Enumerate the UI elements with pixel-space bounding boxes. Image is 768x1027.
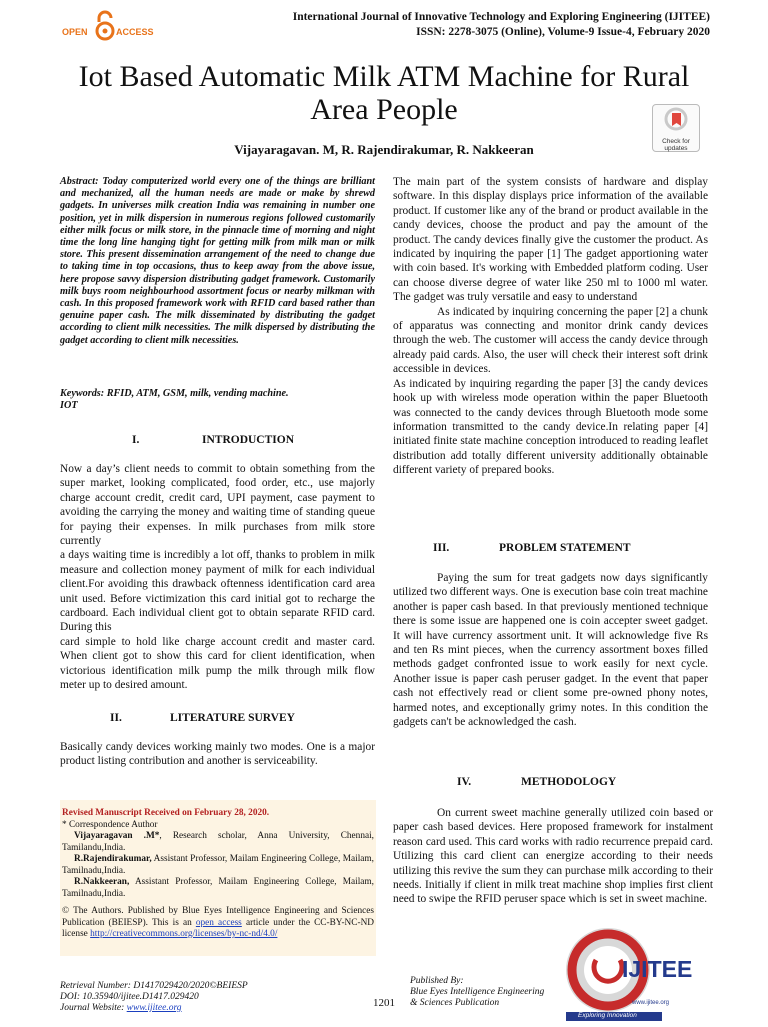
- section-heading-introduction: [60, 434, 447, 446]
- section-number: II.: [110, 712, 122, 724]
- section-heading-problem: [393, 542, 748, 554]
- revised-date: Revised Manuscript Received on February 28, 2020.: [62, 808, 270, 818]
- publisher-line1: Blue Eyes Intelligence Engineering: [410, 987, 545, 997]
- problem-body: [393, 571, 708, 729]
- license-link[interactable]: http://creativecommons.org/licenses/by-nc-nd/4.0/: [90, 929, 278, 939]
- introduction-body: [60, 462, 375, 693]
- publisher-line2: & Sciences Publication: [410, 998, 500, 1008]
- section-number: I.: [132, 434, 140, 446]
- page-number: 1201: [373, 997, 395, 1009]
- ijitee-logo-text: IJITEE: [622, 956, 693, 982]
- license-text: © The Authors. Published by Blue Eyes Intelligence Engineering and Sciences Publication (BEIESP). This is an: [62, 906, 374, 928]
- bookmark-icon: [653, 105, 699, 133]
- open-access-logo: [62, 10, 152, 42]
- paragraph: As indicated by inquiring concerning the paper [2] a chunk of apparatus was connecting and monitor drink candy devices through the web. The customer will access the candy device through already paid cards. Also, the user will check their interest soft drink accessible in devices.: [393, 305, 708, 376]
- section-title: METHODOLOGY: [521, 776, 617, 788]
- author-list: Vijayaragavan. M, R. Rajendirakumar, R. Nakkeeran: [234, 142, 534, 157]
- correspondence-note: * Correspondence Author: [62, 819, 158, 830]
- section-heading-methodology: [393, 776, 768, 788]
- author1-affiliation: [62, 831, 374, 854]
- check-for-updates-line2: updates: [664, 145, 688, 152]
- check-for-updates-line1: Check for: [662, 138, 690, 145]
- section-number: IV.: [457, 776, 472, 788]
- author2-details: Assistant Professor, Mailam Engineering College, Mailam, Tamilnadu,India.: [62, 854, 374, 876]
- journal-issn: ISSN: 2278-3075 (Online), Volume-9 Issue-4, February 2020: [416, 26, 710, 38]
- literature-body: [60, 740, 375, 769]
- paragraph: On current sweet machine generally utilized coin based or paper cash based devices. Here proposed framework for instalment reason card used. This card works with radio recurrence prepaid card. Utilizing this card client can energize according to their needs utilizing this revive the sum they can purchase milk according to their needs. Initially if client in milk treat machine shop implies first client need to swipe the RFID peruser space which is set in sweet machine.: [393, 807, 713, 906]
- paper-title: [40, 60, 728, 126]
- author1-details: , Research scholar, Anna University, Chennai, Tamilandu,India.: [62, 831, 374, 853]
- methodology-body: [393, 806, 713, 907]
- author1-name: Vijayaragavan .M*: [74, 831, 160, 841]
- author3-name: R.Nakkeeran,: [74, 877, 130, 887]
- author3-affiliation: [62, 877, 374, 900]
- journal-website-label: Journal Website:: [60, 1003, 127, 1013]
- section-number: III.: [433, 542, 450, 554]
- right-column-body: [393, 175, 708, 478]
- footnote-box: [60, 800, 376, 956]
- paper-title-line1: Iot Based Automatic Milk ATM Machine for Rural: [78, 60, 690, 93]
- published-by-label: Published By:: [410, 976, 464, 986]
- section-title: LITERATURE SURVEY: [170, 712, 295, 724]
- keywords-line2: IOT: [60, 400, 78, 411]
- license-text: article under the CC-BY-NC-ND license: [62, 917, 375, 939]
- open-access-left-text: OPEN: [62, 27, 88, 37]
- journal-name: International Journal of Innovative Technology and Exploring Engineering (IJITEE): [292, 11, 710, 23]
- paragraph: As indicated by inquiring regarding the paper [3] the candy devices hook up with wireless mode operation within the paper Bluetooth was connected to the candy devices through Bluetooth mode some information transmitted to the candy device.In relating paper [4] initiated finite state machine conception introduced to reading leaflet distribution add totally different university additionally obtainable different variety of prepared books.: [393, 377, 708, 477]
- ijitee-logo-url: www.ijitee.org: [632, 1000, 670, 1006]
- open-access-right-text: ACCESS: [116, 27, 154, 37]
- author2-affiliation: [62, 854, 374, 877]
- paragraph: Paying the sum for treat gadgets now days significantly utilized two different ways. One is execution base coin treat machine another is paper cash based. In that previously mentioned technique there is some issue are happened one is coin accepter sweet gadget. It will have currency assortment unit. It will acknowledge five Rs and ten Rs mint pieces, when the currency assortment boxes filled methods gadget confronted issue to work easily for next cycle. Another issue is paper cash peruser gadget. In the event that paper cash not effectively read or client some pre-owned phony notes, harmed notes, and exceptionally grimy notes. In this condition the gadgets can't be acknowledged the cash.: [393, 572, 708, 729]
- journal-website: [60, 1003, 248, 1014]
- section-title: INTRODUCTION: [202, 434, 295, 446]
- section-title: PROBLEM STATEMENT: [499, 542, 631, 554]
- ijitee-logo: [562, 918, 712, 1022]
- doi: DOI: 10.35940/ijitee.D1417.029420: [60, 992, 199, 1002]
- section-heading-literature: [60, 712, 425, 724]
- paper-title-line2: Area People: [310, 93, 458, 126]
- keywords: [60, 388, 375, 412]
- abstract: Abstract: Today computerized world every one of the things are brilliant and mechanized, all the human needs are made or make by shrewd gadgets. In universes milk creation India was remaining in number one position, yet in milk dispersion in numerous regions followed customarily either milk focus or milk store, in the pinnacle time of morning and night time the long line hanging tight for getting milk from milk man or milk store. This present dissemination arrangement of the need to change due to taking time in top occasions, thus to keep away from the above issue, here propose savvy dispersion distributing gadget framework. Customarily milk buys room neighbourhood assortment focus or nearby milkman with cash. In this proposed framework work with RFID card based rather than genuine paper cash. The milk disseminated by distributing the gadget according to client milk necessities. The milk dispersed by distributing the gadget according to client milk necessities.: [60, 176, 375, 346]
- footer-publisher: [410, 976, 544, 1009]
- author3-details: Assistant Professor, Mailam Engineering College, Mailam, Tamilnadu,India.: [62, 877, 374, 899]
- footer-left: [60, 981, 248, 1014]
- open-access-lock-icon: [62, 10, 152, 42]
- journal-website-link[interactable]: www.ijitee.org: [126, 1003, 182, 1013]
- open-access-link[interactable]: open access: [195, 917, 242, 928]
- paragraph: The main part of the system consists of hardware and display software. In this display displays price information of the available product. If customer like any of the brand or product available in the candy devices, choose the product and pay the amount of the product. The candy devices finally give the customer the product. As indicated by inquiring the paper [1] The gadget apportioning water with coin based. It's working with Embedded platform coding. User can choose diverse degree of water like 250 ml to 1000 ml water. The gadget was truly versatile and easy to understand: [393, 176, 708, 304]
- paragraph: a days waiting time is incredibly a lot off, thanks to problem in milk measure and collection money payment of milk for each individual client.For avoiding this drawback oftenness identification card area unit used. Before victimization this card initial got to recharge the cardboard. Each individual client got to obtain separate RFID card. During this: [60, 549, 375, 634]
- paragraph: Basically candy devices working mainly two modes. One is a major product listing contribution and another is serviceability.: [60, 741, 375, 768]
- license-note: [62, 906, 374, 941]
- keywords-line1: Keywords: RFID, ATM, GSM, milk, vending machine.: [60, 388, 289, 399]
- paragraph: Now a day’s client needs to commit to obtain something from the super market, looking complicated, food order, etc., use majorly charge account credit, credit card, UPI payment, case payment to avoiding the carrying the money and waiting time of standing queue for paying their expenses. In milk purchases from milk store currently: [60, 463, 375, 548]
- retrieval-number: Retrieval Number: D1417029420/2020©BEIESP: [60, 981, 248, 991]
- ijitee-slogan: Exploring Innovation: [578, 1012, 637, 1019]
- paragraph: card simple to hold like charge account credit and master card. When client got to show this card for client identification, when victorious identification milk pump the milk through milk flow meter up to desired amount.: [60, 635, 375, 692]
- author2-name: R.Rajendirakumar,: [74, 854, 152, 864]
